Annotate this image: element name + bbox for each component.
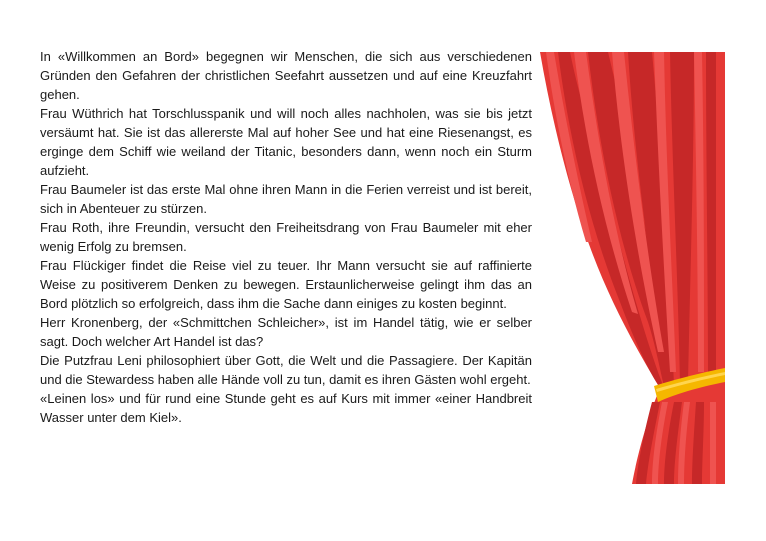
curtain-fold-highlight — [710, 402, 716, 484]
paragraph-leinen-los: «Leinen los» und für rund eine Stunde geht es auf Kurs mit immer «einer Handbreit Wasser unter dem Kiel». — [40, 391, 532, 425]
paragraph-frau-wuethrich: Frau Wüthrich hat Torschlusspanik und will noch alles nachholen, was sie bis jetzt versäumt hat. Sie ist das allererste Mal auf hoher See und hat eine Riesenangst, es erginge dem Schiff wie weiland der Titanic, besonders dann, wenn noch ein Sturm aufzieht. — [40, 106, 532, 178]
stage-curtain-icon — [540, 52, 725, 484]
paragraph-frau-baumeler: Frau Baumeler ist das erste Mal ohne ihren Mann in die Ferien verreist und ist bereit, sich in Abenteuer zu stürzen. — [40, 182, 532, 216]
paragraph-frau-flueckiger: Frau Flückiger findet die Reise viel zu teuer. Ihr Mann versucht sie auf raffinierte Weise zu positiverem Denken zu bewegen. Erstaunlicherweise gelingt ihm das an Bord plötzlich so erfolgreich, dass ihm die Sache dann einiges zu kosten beginnt. — [40, 258, 532, 311]
synopsis-text — [40, 47, 532, 427]
paragraph-putzfrau-leni: Die Putzfrau Leni philosophiert über Gott, die Welt und die Passagiere. Der Kapitän und die Stewardess haben alle Hände voll zu tun, damit es ihren Gästen wohl ergeht. — [40, 353, 532, 387]
paragraph-herr-kronenberg: Herr Kronenberg, der «Schmittchen Schleicher», ist im Handel tätig, wie er selber sagt. Doch welcher Art Handel ist das? — [40, 315, 532, 349]
paragraph-intro: In «Willkommen an Bord» begegnen wir Menschen, die sich aus verschiedenen Gründen den Gefahren der christlichen Seefahrt aussetzen und auf eine Kreuzfahrt gehen. — [40, 49, 532, 102]
paragraph-frau-roth: Frau Roth, ihre Freundin, versucht den Freiheitsdrang von Frau Baumeler mit eher wenig Erfolg zu bremsen. — [40, 220, 532, 254]
